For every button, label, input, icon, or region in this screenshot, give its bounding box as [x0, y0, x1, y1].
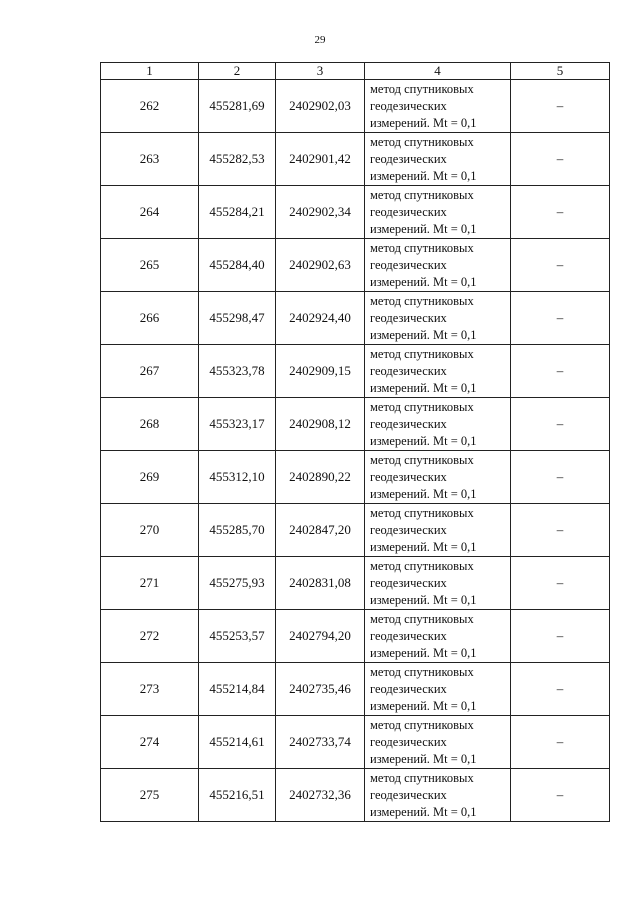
note-cell: – [511, 239, 610, 292]
point-number-cell: 266 [101, 292, 199, 345]
method-cell [365, 504, 511, 557]
method-line: геодезических [370, 310, 447, 325]
x-coordinate-cell: 455284,40 [199, 239, 276, 292]
method-cell [365, 398, 511, 451]
y-coordinate-cell: 2402901,42 [276, 133, 365, 186]
method-line: метод спутниковых [370, 558, 474, 573]
y-coordinate-cell: 2402902,34 [276, 186, 365, 239]
note-cell: – [511, 557, 610, 610]
table-row [101, 239, 610, 292]
method-line: метод спутниковых [370, 81, 474, 96]
note-cell: – [511, 663, 610, 716]
method-line: метод спутниковых [370, 664, 474, 679]
note-cell: – [511, 80, 610, 133]
point-number-cell: 270 [101, 504, 199, 557]
table-row [101, 186, 610, 239]
method-line: измерений. Mt = 0,1 [370, 274, 477, 289]
x-coordinate-cell: 455275,93 [199, 557, 276, 610]
x-coordinate-cell: 455282,53 [199, 133, 276, 186]
x-coordinate-cell: 455284,21 [199, 186, 276, 239]
method-line: измерений. Mt = 0,1 [370, 115, 477, 130]
table-row [101, 292, 610, 345]
method-line: геодезических [370, 98, 447, 113]
note-cell: – [511, 504, 610, 557]
column-header-4: 4 [365, 63, 511, 80]
table-body [101, 80, 610, 822]
x-coordinate-cell: 455323,17 [199, 398, 276, 451]
coordinates-table [100, 62, 610, 822]
note-cell: – [511, 133, 610, 186]
table-row [101, 557, 610, 610]
method-line: измерений. Mt = 0,1 [370, 592, 477, 607]
method-line: геодезических [370, 363, 447, 378]
method-line: геодезических [370, 257, 447, 272]
table-row [101, 716, 610, 769]
table-row [101, 345, 610, 398]
point-number-cell: 265 [101, 239, 199, 292]
method-line: метод спутниковых [370, 134, 474, 149]
method-cell [365, 133, 511, 186]
method-line: геодезических [370, 787, 447, 802]
x-coordinate-cell: 455281,69 [199, 80, 276, 133]
table-row [101, 133, 610, 186]
method-cell [365, 663, 511, 716]
method-line: геодезических [370, 575, 447, 590]
point-number-cell: 268 [101, 398, 199, 451]
x-coordinate-cell: 455253,57 [199, 610, 276, 663]
method-cell [365, 769, 511, 822]
method-cell [365, 345, 511, 398]
column-header-5: 5 [511, 63, 610, 80]
method-line: геодезических [370, 416, 447, 431]
method-cell [365, 239, 511, 292]
method-line: метод спутниковых [370, 187, 474, 202]
y-coordinate-cell: 2402908,12 [276, 398, 365, 451]
point-number-cell: 273 [101, 663, 199, 716]
note-cell: – [511, 345, 610, 398]
x-coordinate-cell: 455214,61 [199, 716, 276, 769]
table-row [101, 663, 610, 716]
method-line: метод спутниковых [370, 293, 474, 308]
method-line: измерений. Mt = 0,1 [370, 698, 477, 713]
method-cell [365, 80, 511, 133]
method-line: измерений. Mt = 0,1 [370, 539, 477, 554]
note-cell: – [511, 451, 610, 504]
method-line: измерений. Mt = 0,1 [370, 168, 477, 183]
table-row [101, 80, 610, 133]
note-cell: – [511, 716, 610, 769]
method-line: измерений. Mt = 0,1 [370, 380, 477, 395]
table-row [101, 769, 610, 822]
y-coordinate-cell: 2402732,36 [276, 769, 365, 822]
method-line: измерений. Mt = 0,1 [370, 327, 477, 342]
x-coordinate-cell: 455216,51 [199, 769, 276, 822]
method-line: метод спутниковых [370, 240, 474, 255]
method-line: метод спутниковых [370, 346, 474, 361]
x-coordinate-cell: 455323,78 [199, 345, 276, 398]
method-line: метод спутниковых [370, 505, 474, 520]
method-line: геодезических [370, 734, 447, 749]
table-row [101, 610, 610, 663]
y-coordinate-cell: 2402847,20 [276, 504, 365, 557]
point-number-cell: 264 [101, 186, 199, 239]
method-line: измерений. Mt = 0,1 [370, 433, 477, 448]
column-header-2: 2 [199, 63, 276, 80]
method-line: метод спутниковых [370, 452, 474, 467]
method-line: измерений. Mt = 0,1 [370, 751, 477, 766]
page-number: 29 [314, 34, 326, 46]
method-cell [365, 186, 511, 239]
y-coordinate-cell: 2402909,15 [276, 345, 365, 398]
method-line: метод спутниковых [370, 717, 474, 732]
table-row [101, 398, 610, 451]
y-coordinate-cell: 2402902,03 [276, 80, 365, 133]
method-line: метод спутниковых [370, 770, 474, 785]
method-cell [365, 451, 511, 504]
table-row [101, 504, 610, 557]
method-line: измерений. Mt = 0,1 [370, 221, 477, 236]
table-row [101, 451, 610, 504]
method-line: метод спутниковых [370, 399, 474, 414]
point-number-cell: 274 [101, 716, 199, 769]
method-line: геодезических [370, 204, 447, 219]
x-coordinate-cell: 455312,10 [199, 451, 276, 504]
method-line: измерений. Mt = 0,1 [370, 486, 477, 501]
point-number-cell: 267 [101, 345, 199, 398]
y-coordinate-cell: 2402890,22 [276, 451, 365, 504]
point-number-cell: 262 [101, 80, 199, 133]
note-cell: – [511, 292, 610, 345]
method-line: геодезических [370, 522, 447, 537]
y-coordinate-cell: 2402733,74 [276, 716, 365, 769]
method-cell [365, 716, 511, 769]
method-line: измерений. Mt = 0,1 [370, 645, 477, 660]
y-coordinate-cell: 2402794,20 [276, 610, 365, 663]
point-number-cell: 272 [101, 610, 199, 663]
method-line: метод спутниковых [370, 611, 474, 626]
table-header-row [101, 63, 610, 80]
column-header-1: 1 [101, 63, 199, 80]
y-coordinate-cell: 2402902,63 [276, 239, 365, 292]
note-cell: – [511, 398, 610, 451]
method-cell [365, 292, 511, 345]
method-line: геодезических [370, 469, 447, 484]
x-coordinate-cell: 455214,84 [199, 663, 276, 716]
method-line: геодезических [370, 151, 447, 166]
y-coordinate-cell: 2402735,46 [276, 663, 365, 716]
point-number-cell: 271 [101, 557, 199, 610]
x-coordinate-cell: 455285,70 [199, 504, 276, 557]
note-cell: – [511, 610, 610, 663]
method-line: геодезических [370, 628, 447, 643]
point-number-cell: 275 [101, 769, 199, 822]
x-coordinate-cell: 455298,47 [199, 292, 276, 345]
method-line: геодезических [370, 681, 447, 696]
note-cell: – [511, 769, 610, 822]
y-coordinate-cell: 2402831,08 [276, 557, 365, 610]
column-header-3: 3 [276, 63, 365, 80]
point-number-cell: 263 [101, 133, 199, 186]
note-cell: – [511, 186, 610, 239]
point-number-cell: 269 [101, 451, 199, 504]
method-cell [365, 557, 511, 610]
method-cell [365, 610, 511, 663]
method-line: измерений. Mt = 0,1 [370, 804, 477, 819]
y-coordinate-cell: 2402924,40 [276, 292, 365, 345]
